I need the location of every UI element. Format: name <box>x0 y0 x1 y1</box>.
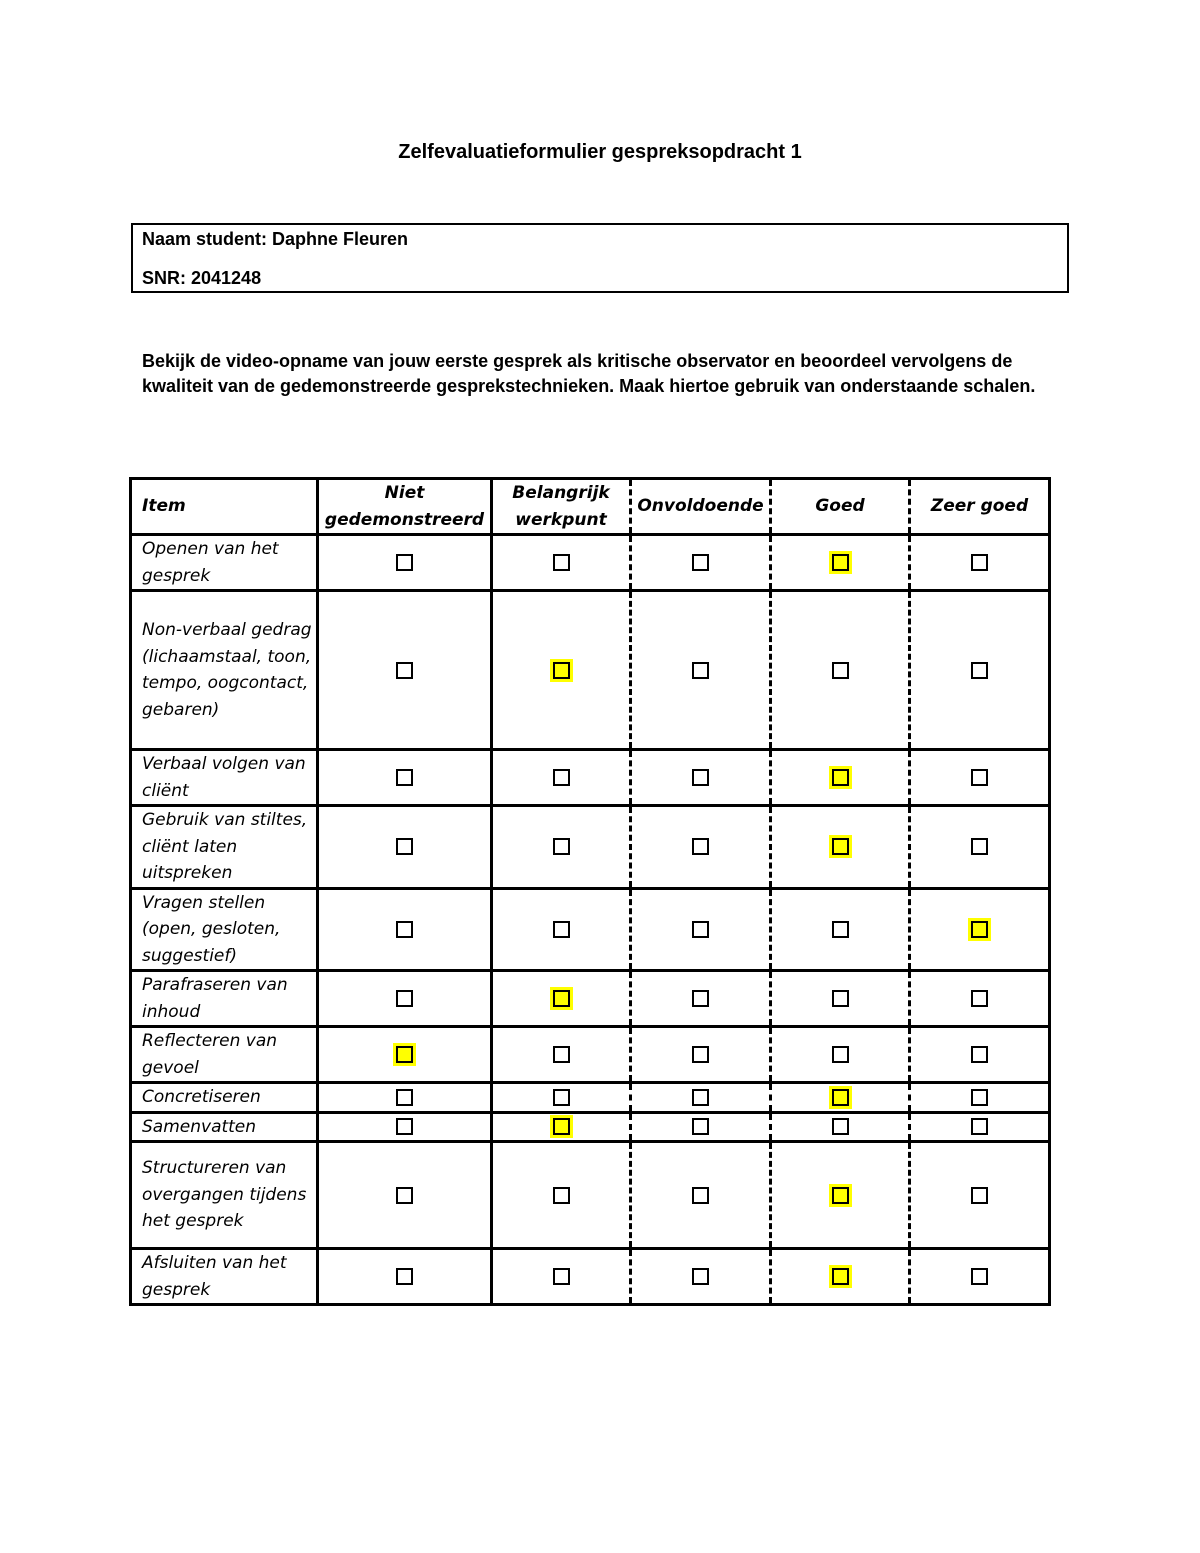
header-niet-gedemonstreerd: Niet gedemonstreerd <box>318 479 492 535</box>
cell-onvoldoende <box>631 591 771 750</box>
checkbox[interactable] <box>971 1089 988 1106</box>
cell-niet-gedemonstreerd <box>318 1083 492 1113</box>
checkbox[interactable] <box>396 769 413 786</box>
checkbox[interactable] <box>832 662 849 679</box>
cell-onvoldoende <box>631 1083 771 1113</box>
checkbox-marked[interactable] <box>396 1046 413 1063</box>
row-item-label: Concretiseren <box>131 1083 318 1113</box>
table-row <box>131 806 1050 889</box>
checkbox[interactable] <box>971 662 988 679</box>
checkbox[interactable] <box>692 921 709 938</box>
cell-niet-gedemonstreerd <box>318 971 492 1027</box>
cell-belangrijk-werkpunt <box>492 1083 631 1113</box>
checkbox-marked[interactable] <box>832 1268 849 1285</box>
checkbox[interactable] <box>692 769 709 786</box>
checkbox-marked[interactable] <box>832 1187 849 1204</box>
cell-goed <box>771 591 910 750</box>
checkbox[interactable] <box>553 1089 570 1106</box>
cell-belangrijk-werkpunt <box>492 1027 631 1083</box>
table-row <box>131 971 1050 1027</box>
row-item-label: Parafraseren van inhoud <box>131 971 318 1027</box>
checkbox[interactable] <box>396 1118 413 1135</box>
checkbox[interactable] <box>396 838 413 855</box>
student-name: Naam student: Daphne Fleuren <box>142 229 409 249</box>
cell-belangrijk-werkpunt <box>492 1249 631 1305</box>
cell-goed <box>771 1027 910 1083</box>
cell-onvoldoende <box>631 1027 771 1083</box>
checkbox-marked[interactable] <box>832 1089 849 1106</box>
cell-zeer-goed <box>910 806 1050 889</box>
checkbox[interactable] <box>396 662 413 679</box>
cell-niet-gedemonstreerd <box>318 806 492 889</box>
cell-zeer-goed <box>910 750 1050 806</box>
cell-niet-gedemonstreerd <box>318 1112 492 1142</box>
cell-belangrijk-werkpunt <box>492 806 631 889</box>
cell-onvoldoende <box>631 888 771 971</box>
cell-goed <box>771 888 910 971</box>
checkbox[interactable] <box>553 1187 570 1204</box>
table-row <box>131 591 1050 750</box>
table-row <box>131 888 1050 971</box>
cell-goed <box>771 1142 910 1249</box>
cell-onvoldoende <box>631 750 771 806</box>
cell-zeer-goed <box>910 1112 1050 1142</box>
checkbox[interactable] <box>692 1118 709 1135</box>
table-row <box>131 1142 1050 1249</box>
row-item-label: Openen van het gesprek <box>131 535 318 591</box>
cell-onvoldoende <box>631 1249 771 1305</box>
student-number: SNR: 2041248 <box>142 268 262 288</box>
checkbox[interactable] <box>692 554 709 571</box>
table-row <box>131 1083 1050 1113</box>
cell-zeer-goed <box>910 1249 1050 1305</box>
cell-belangrijk-werkpunt <box>492 1142 631 1249</box>
cell-onvoldoende <box>631 535 771 591</box>
checkbox[interactable] <box>553 769 570 786</box>
cell-belangrijk-werkpunt <box>492 888 631 971</box>
cell-goed <box>771 1249 910 1305</box>
checkbox[interactable] <box>553 554 570 571</box>
table-header-row <box>131 479 1050 535</box>
checkbox[interactable] <box>553 1046 570 1063</box>
checkbox[interactable] <box>692 662 709 679</box>
checkbox[interactable] <box>692 838 709 855</box>
cell-zeer-goed <box>910 1083 1050 1113</box>
cell-onvoldoende <box>631 1112 771 1142</box>
instructions: Bekijk de video-opname van jouw eerste gesprek als kritische observator en beoordeel vervolgens de kwaliteit van de gedemonstreerde gesprekstechnieken. Maak hiertoe gebruik van onderstaande schalen. <box>142 351 1036 396</box>
student-info-box <box>131 223 1069 293</box>
cell-onvoldoende <box>631 971 771 1027</box>
cell-zeer-goed <box>910 888 1050 971</box>
cell-niet-gedemonstreerd <box>318 1142 492 1249</box>
checkbox[interactable] <box>832 921 849 938</box>
checkbox[interactable] <box>692 1089 709 1106</box>
rating-table <box>129 477 1051 1306</box>
checkbox-marked[interactable] <box>553 990 570 1007</box>
row-item-label: Samenvatten <box>131 1112 318 1142</box>
cell-niet-gedemonstreerd <box>318 591 492 750</box>
row-item-label: Reflecteren van gevoel <box>131 1027 318 1083</box>
cell-belangrijk-werkpunt <box>492 1112 631 1142</box>
cell-belangrijk-werkpunt <box>492 971 631 1027</box>
header-zeer-goed: Zeer goed <box>910 479 1050 535</box>
checkbox-marked[interactable] <box>832 554 849 571</box>
checkbox[interactable] <box>832 990 849 1007</box>
cell-goed <box>771 1083 910 1113</box>
checkbox[interactable] <box>396 990 413 1007</box>
cell-zeer-goed <box>910 591 1050 750</box>
checkbox[interactable] <box>692 1046 709 1063</box>
checkbox[interactable] <box>692 990 709 1007</box>
table-row <box>131 750 1050 806</box>
page-title: Zelfevaluatieformulier gespreksopdracht 1 <box>398 141 802 163</box>
checkbox[interactable] <box>971 1187 988 1204</box>
checkbox[interactable] <box>832 1118 849 1135</box>
cell-niet-gedemonstreerd <box>318 1027 492 1083</box>
row-item-label: Afsluiten van het gesprek <box>131 1249 318 1305</box>
checkbox-marked[interactable] <box>971 921 988 938</box>
cell-belangrijk-werkpunt <box>492 591 631 750</box>
checkbox[interactable] <box>553 838 570 855</box>
cell-zeer-goed <box>910 971 1050 1027</box>
cell-goed <box>771 1112 910 1142</box>
table-body <box>131 535 1050 1305</box>
header-item: Item <box>131 479 318 535</box>
cell-goed <box>771 806 910 889</box>
checkbox[interactable] <box>396 1268 413 1285</box>
row-item-label: Non-verbaal gedrag (lichaamstaal, toon, tempo, oogcontact, gebaren) <box>131 591 318 750</box>
table-row <box>131 1027 1050 1083</box>
table-row <box>131 1112 1050 1142</box>
checkbox-marked[interactable] <box>832 838 849 855</box>
checkbox[interactable] <box>692 1268 709 1285</box>
row-item-label: Structureren van overgangen tijdens het gesprek <box>131 1142 318 1249</box>
cell-goed <box>771 535 910 591</box>
table-row <box>131 1249 1050 1305</box>
checkbox[interactable] <box>553 921 570 938</box>
checkbox[interactable] <box>971 769 988 786</box>
cell-goed <box>771 750 910 806</box>
row-item-label: Vragen stellen (open, gesloten, suggestief) <box>131 888 318 971</box>
checkbox[interactable] <box>971 1046 988 1063</box>
cell-belangrijk-werkpunt <box>492 750 631 806</box>
checkbox[interactable] <box>553 1268 570 1285</box>
row-item-label: Verbaal volgen van cliënt <box>131 750 318 806</box>
checkbox[interactable] <box>396 921 413 938</box>
cell-niet-gedemonstreerd <box>318 535 492 591</box>
header-goed: Goed <box>771 479 910 535</box>
checkbox-marked[interactable] <box>553 662 570 679</box>
checkbox[interactable] <box>971 1118 988 1135</box>
header-onvoldoende: Onvoldoende <box>631 479 771 535</box>
table-row <box>131 535 1050 591</box>
cell-niet-gedemonstreerd <box>318 888 492 971</box>
checkbox[interactable] <box>971 1268 988 1285</box>
cell-onvoldoende <box>631 806 771 889</box>
checkbox[interactable] <box>971 554 988 571</box>
header-belangrijk-werkpunt: Belangrijk werkpunt <box>492 479 631 535</box>
cell-belangrijk-werkpunt <box>492 535 631 591</box>
checkbox[interactable] <box>396 554 413 571</box>
checkbox-marked[interactable] <box>553 1118 570 1135</box>
checkbox[interactable] <box>832 1046 849 1063</box>
checkbox[interactable] <box>971 838 988 855</box>
cell-zeer-goed <box>910 1027 1050 1083</box>
cell-niet-gedemonstreerd <box>318 1249 492 1305</box>
cell-niet-gedemonstreerd <box>318 750 492 806</box>
cell-onvoldoende <box>631 1142 771 1249</box>
checkbox[interactable] <box>692 1187 709 1204</box>
cell-zeer-goed <box>910 1142 1050 1249</box>
cell-goed <box>771 971 910 1027</box>
checkbox[interactable] <box>971 990 988 1007</box>
row-item-label: Gebruik van stiltes, cliënt laten uitspreken <box>131 806 318 889</box>
checkbox[interactable] <box>396 1089 413 1106</box>
checkbox[interactable] <box>396 1187 413 1204</box>
cell-zeer-goed <box>910 535 1050 591</box>
checkbox-marked[interactable] <box>832 769 849 786</box>
